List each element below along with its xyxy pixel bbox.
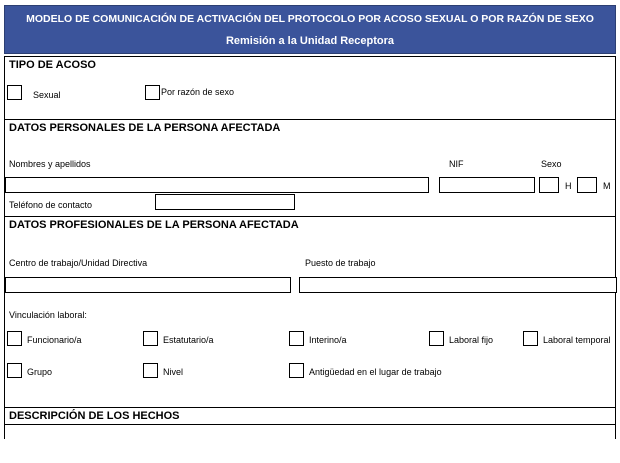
section-title-datos-personales: DATOS PERSONALES DE LA PERSONA AFECTADA <box>4 119 616 136</box>
input-sexo-m[interactable] <box>577 177 597 193</box>
label-sexo-h: H <box>565 181 572 191</box>
label-telefono-de-contacto: Teléfono de contacto <box>9 200 93 210</box>
checkbox-interino[interactable] <box>289 331 304 351</box>
checkbox-interino-label: Interino/a <box>309 335 347 345</box>
label-nif: NIF <box>449 159 464 169</box>
checkbox-antiguedad[interactable] <box>289 363 304 383</box>
checkbox-laboral-temporal-box[interactable] <box>523 331 538 346</box>
checkbox-antiguedad-box[interactable] <box>289 363 304 378</box>
checkbox-nivel-label: Nivel <box>163 367 184 377</box>
input-nombres-y-apellidos[interactable] <box>5 177 429 193</box>
checkbox-nivel-box[interactable] <box>143 363 158 378</box>
checkbox-laboral-temporal[interactable] <box>523 331 538 351</box>
checkbox-laboral-fijo[interactable] <box>429 331 444 351</box>
label-puesto-de-trabajo: Puesto de trabajo <box>305 258 376 268</box>
checkbox-funcionario-box[interactable] <box>7 331 22 346</box>
section-body-tipo-acoso <box>4 73 616 119</box>
input-centro-de-trabajo[interactable] <box>5 277 291 293</box>
checkbox-nivel[interactable] <box>143 363 158 383</box>
label-nombres-y-apellidos: Nombres y apellidos <box>9 159 91 169</box>
checkbox-antiguedad-label: Antigüedad en el lugar de trabajo <box>309 367 442 377</box>
checkbox-sexual-box[interactable] <box>7 85 22 100</box>
document-page <box>0 5 620 463</box>
section-body-descripcion <box>4 425 616 439</box>
checkbox-estatutario-box[interactable] <box>143 331 158 346</box>
checkbox-laboral-fijo-box[interactable] <box>429 331 444 346</box>
section-title-descripcion: DESCRIPCIÓN DE LOS HECHOS <box>4 407 616 425</box>
checkbox-interino-box[interactable] <box>289 331 304 346</box>
checkbox-por-razon-de-sexo[interactable] <box>145 85 160 105</box>
label-centro-de-trabajo: Centro de trabajo/Unidad Directiva <box>9 258 148 268</box>
section-body-datos-personales <box>4 136 616 216</box>
checkbox-laboral-temporal-label: Laboral temporal <box>543 335 611 345</box>
checkbox-por-razon-de-sexo-label: Por razón de sexo <box>161 87 235 97</box>
section-body-datos-profesionales <box>4 233 616 407</box>
checkbox-estatutario-label: Estatutario/a <box>163 335 214 345</box>
section-title-tipo-acoso: TIPO DE ACOSO <box>4 56 616 73</box>
checkbox-grupo-box[interactable] <box>7 363 22 378</box>
checkbox-grupo-label: Grupo <box>27 367 53 377</box>
checkbox-por-razon-de-sexo-box[interactable] <box>145 85 160 100</box>
document-header-banner <box>4 5 616 54</box>
input-sexo-h[interactable] <box>539 177 559 193</box>
section-title-datos-profesionales: DATOS PROFESIONALES DE LA PERSONA AFECTADA <box>4 216 616 233</box>
checkbox-grupo[interactable] <box>7 363 22 383</box>
checkbox-funcionario[interactable] <box>7 331 22 351</box>
input-puesto-de-trabajo[interactable] <box>299 277 617 293</box>
header-title-line2: Remisión a la Unidad Receptora <box>225 35 395 47</box>
input-nif[interactable] <box>439 177 535 193</box>
label-vinculacion-laboral: Vinculación laboral: <box>9 310 87 320</box>
input-telefono-de-contacto[interactable] <box>155 194 295 210</box>
checkbox-funcionario-label: Funcionario/a <box>27 335 82 345</box>
label-sexo: Sexo <box>541 159 562 169</box>
checkbox-sexual-label: Sexual <box>33 90 61 100</box>
header-title-line1: MODELO DE COMUNICACIÓN DE ACTIVACIÓN DEL PROTOCOLO POR ACOSO SEXUAL O POR RAZÓN DE SEXO <box>26 13 594 25</box>
checkbox-sexual[interactable] <box>7 85 22 105</box>
checkbox-estatutario[interactable] <box>143 331 158 351</box>
label-sexo-m: M <box>603 181 611 191</box>
checkbox-laboral-fijo-label: Laboral fijo <box>449 335 494 345</box>
